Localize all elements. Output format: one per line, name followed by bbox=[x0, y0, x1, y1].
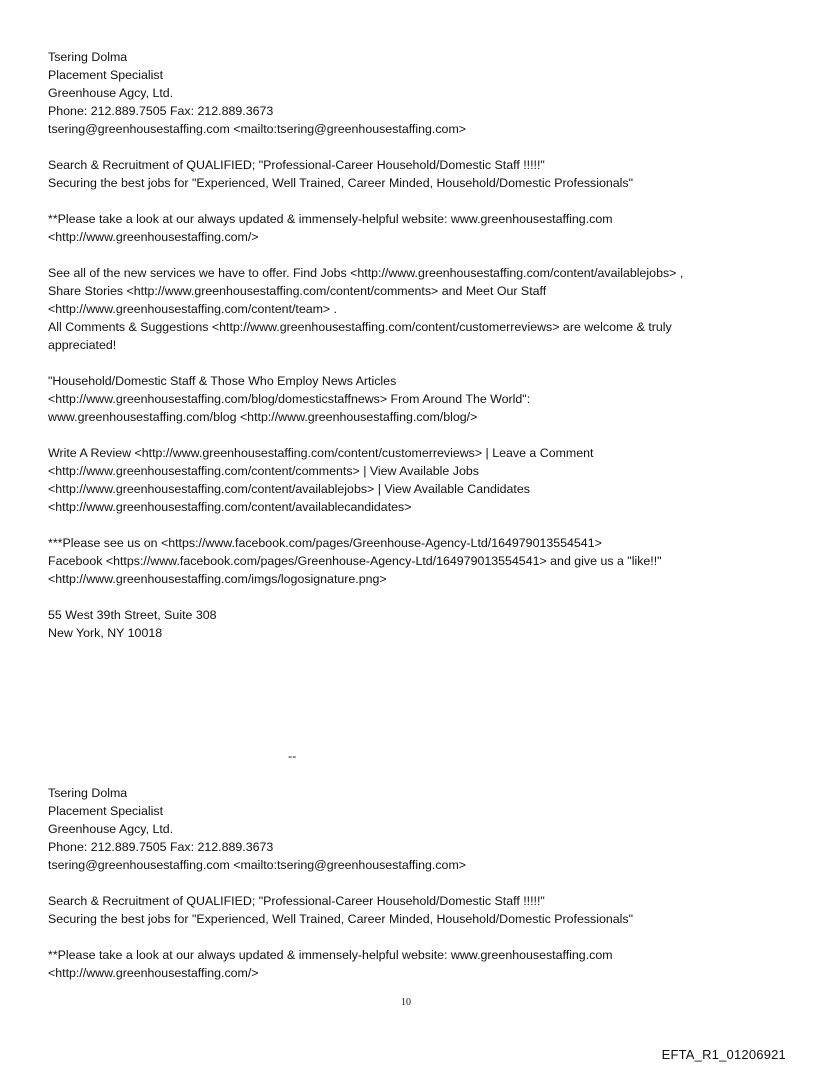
signature-title: Placement Specialist bbox=[48, 68, 164, 82]
services-line-3: <http://www.greenhousestaffing.com/content/team> . bbox=[48, 302, 338, 316]
services-line-1: See all of the new services we have to offer. Find Jobs <http://www.greenhousestaffing.com/content/availablejobs> , bbox=[48, 266, 684, 280]
tagline-line-1: Search & Recruitment of QUALIFIED; "Professional-Career Household/Domestic Staff !!!!!" bbox=[48, 158, 545, 172]
services-line-2: Share Stories <http://www.greenhousestaffing.com/content/comments> and Meet Our Staff bbox=[48, 284, 547, 298]
news-line-1: "Household/Domestic Staff & Those Who Employ News Articles bbox=[48, 374, 397, 388]
links-line-3: <http://www.greenhousestaffing.com/content/availablejobs> | View Available Candidates bbox=[48, 482, 530, 496]
signature-name: Tsering Dolma bbox=[48, 786, 128, 800]
signature-phone-fax: Phone: 212.889.7505 Fax: 212.889.3673 bbox=[48, 104, 274, 118]
links-line-1: Write A Review <http://www.greenhousestaffing.com/content/customerreviews> | Leave a Comment bbox=[48, 446, 594, 460]
facebook-line-2: Facebook <https://www.facebook.com/pages/Greenhouse-Agency-Ltd/164979013554541> and give us a "like!!" bbox=[48, 554, 662, 568]
links-line-2: <http://www.greenhousestaffing.com/content/comments> | View Available Jobs bbox=[48, 464, 479, 478]
news-line-3: www.greenhousestaffing.com/blog <http://www.greenhousestaffing.com/blog/> bbox=[48, 410, 478, 424]
signature-separator: -- bbox=[288, 749, 297, 763]
signature-email: tsering@greenhousestaffing.com <mailto:tsering@greenhousestaffing.com> bbox=[48, 122, 466, 136]
tagline-line-2: Securing the best jobs for "Experienced, Well Trained, Career Minded, Household/Domestic Professionals" bbox=[48, 912, 634, 926]
facebook-line-3: <http://www.greenhousestaffing.com/imgs/logosignature.png> bbox=[48, 572, 387, 586]
website-line-1: **Please take a look at our always updated & immensely-helpful website: www.greenhousestaffing.com bbox=[48, 212, 613, 226]
links-line-4: <http://www.greenhousestaffing.com/content/availablecandidates> bbox=[48, 500, 412, 514]
signature-company: Greenhouse Agcy, Ltd. bbox=[48, 822, 174, 836]
news-line-2: <http://www.greenhousestaffing.com/blog/domesticstaffnews> From Around The World": bbox=[48, 392, 531, 406]
signature-email: tsering@greenhousestaffing.com <mailto:tsering@greenhousestaffing.com> bbox=[48, 858, 466, 872]
signature-name: Tsering Dolma bbox=[48, 50, 128, 64]
tagline-line-2: Securing the best jobs for "Experienced, Well Trained, Career Minded, Household/Domestic Professionals" bbox=[48, 176, 634, 190]
address-line-2: New York, NY 10018 bbox=[48, 626, 163, 640]
tagline-line-1: Search & Recruitment of QUALIFIED; "Professional-Career Household/Domestic Staff !!!!!" bbox=[48, 894, 545, 908]
signature-company: Greenhouse Agcy, Ltd. bbox=[48, 86, 174, 100]
website-line-1: **Please take a look at our always updated & immensely-helpful website: www.greenhousestaffing.com bbox=[48, 948, 613, 962]
page-number: 10 bbox=[401, 997, 411, 1008]
website-line-2: <http://www.greenhousestaffing.com/> bbox=[48, 966, 259, 980]
facebook-line-1: ***Please see us on <https://www.facebook.com/pages/Greenhouse-Agency-Ltd/164979013554541> bbox=[48, 536, 602, 550]
signature-title: Placement Specialist bbox=[48, 804, 164, 818]
document-id: EFTA_R1_01206921 bbox=[661, 1047, 786, 1062]
address-line-1: 55 West 39th Street, Suite 308 bbox=[48, 608, 217, 622]
comments-line-1: All Comments & Suggestions <http://www.greenhousestaffing.com/content/customerreviews> are welcome & truly bbox=[48, 320, 672, 334]
comments-line-2: appreciated! bbox=[48, 338, 117, 352]
signature-phone-fax: Phone: 212.889.7505 Fax: 212.889.3673 bbox=[48, 840, 274, 854]
website-line-2: <http://www.greenhousestaffing.com/> bbox=[48, 230, 259, 244]
